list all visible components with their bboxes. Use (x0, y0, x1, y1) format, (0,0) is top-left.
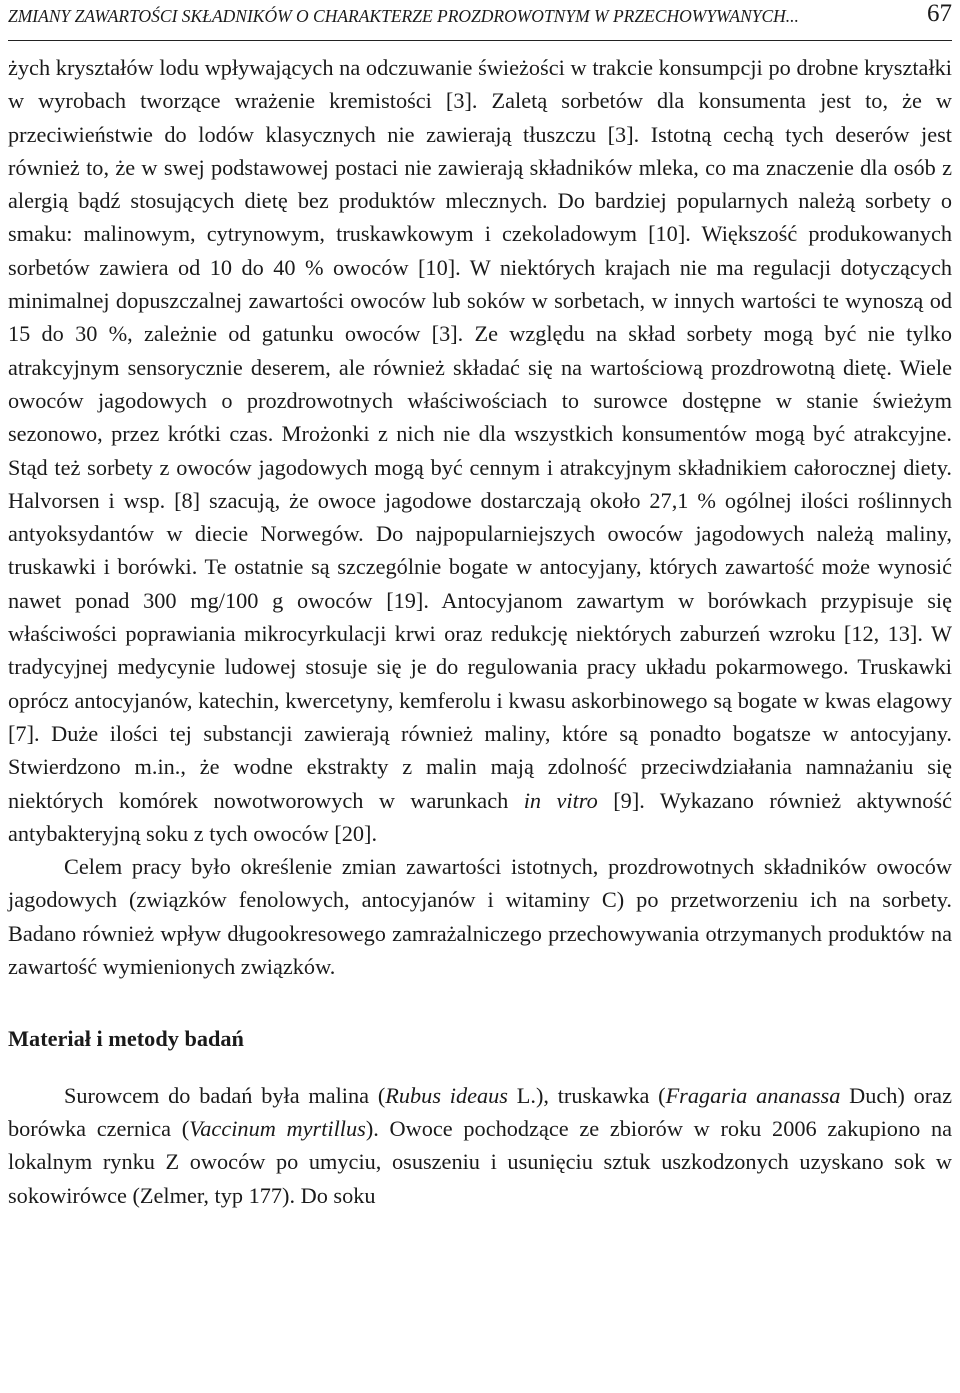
document-page (8, 0, 952, 1212)
running-title: ZMIANY ZAWARTOŚCI SKŁADNIKÓW O CHARAKTERZE PROZDROWOTNYM W PRZECHOWYWANYCH... (8, 6, 799, 26)
page-header (8, 0, 952, 41)
paragraph-2: Celem pracy było określenie zmian zawartości istotnych, prozdrowotnych składników owoców jagodowych (związków fenolowych, antocyjanów i witaminy C) po przetworzeniu ich na sorbety. Badano również wpływ długookresowego zamrażalniczego przechowywania otrzymanych produktów na zawartość wymienionych związków. (8, 854, 952, 980)
p3-text-4: ). Owoce pochodzące ze zbiorów w roku 2006 zakupiono na lokalnym rynku Z owoców po umyciu, osuszeniu i usunięciu sztuk uszkodzonych uzyskano sok w sokowirówce (Zelmer, typ 177). Do soku (8, 1115, 953, 1208)
species-rubus: Rubus ideaus (385, 1082, 508, 1108)
section-heading: Materiał i metody badań (8, 1026, 244, 1052)
species-vaccinium: Vaccinum myrtillus (189, 1115, 366, 1141)
page-number: 67 (927, 0, 952, 27)
paragraph-1 (8, 51, 952, 850)
p3-text-2: L.), truskawka ( (507, 1082, 666, 1108)
paragraph-1-tail: [9]. Wykazano również aktywność antybakteryjną soku z tych owoców [20]. (8, 787, 952, 846)
p3-text-1: Surowcem do badań była malina ( (64, 1082, 386, 1108)
p3-text-3: Duch) oraz borówka czernica ( (8, 1082, 952, 1141)
paragraph-1-text: żych kryształów lodu wpływających na odczuwanie świeżości w trakcie konsumpcji po drobne kryształki w wyrobach tworzące wrażenie kremistości [3]. Zaletą sorbetów dla konsumenta jest to, że w przeciwieństwie do lodów klasycznych nie zawierają tłuszczu [3]. Istotną cechą tych deserów jest również to, że w swej podstawowej postaci nie zawierają składników mleka, co ma znaczenie dla osób z alergią bądź stosujących dietę bez produktów mlecznych. Do bardziej popularnych należą sorbety o smaku: malinowym, cytrynowym, truskawkowym i czekoladowym [10]. Większość produkowanych sorbetów zawiera od 10 do 40 % owoców [10]. W niektórych krajach nie ma regulacji dotyczących minimalnej dopuszczalnej zawartości owoców lub soków w sorbetach, w innych wartości te wynoszą od 15 do 30 %, zależnie od gatunku owoców [3]. Ze względu na skład sorbety mogą być nie tylko atrakcyjnym sensorycznie deserem, ale również składać się na wartościową prozdrowotną dietę. Wiele owoców jagodowych o prozdrowotnych właściwościach to surowce dostępne w stanie świeżym sezonowo, przez krótki czas. Mrożonki z nich nie dla wszystkich konsumentów mogą być atrakcyjne. Stąd też sorbety z owoców jagodowych mogą być cennym i atrakcyjnym składnikiem całorocznej diety. Halvorsen i wsp. [8] szacują, że owoce jagodowe dostarczają około 27,1 % ogólnej ilości roślinnych antyoksydantów w diecie Norwegów. Do najpopularniejszych owoców jagodowych należą maliny, truskawki i borówki. Te ostatnie są szczególnie bogate w antocyjany, których zawartość może wynosić nawet ponad 300 mg/100 g owoców [19]. Antocyjanom zawartym w borówkach przypisuje się właściwości poprawiania mikrocyrkulacji krwi oraz redukcję niektórych zaburzeń wzroku [12, 13]. W tradycyjnej medycynie ludowej stosuje się je do regulowania pracy układu pokarmowego. Truskawki oprócz antocyjanów, katechin, kwercetyny, kemferolu i kwasu askorbinowego są bogate w kwas elagowy [7]. Duże ilości tej substancji zawierają również maliny, które są ponadto bogatsze w antocyjany. Stwierdzono m.in., że wodne ekstrakty z malin mają zdolność przeciwdziałania namnażaniu się niektórych komórek nowotworowych w warunkach (8, 55, 952, 813)
species-fragaria: Fragaria ananassa (665, 1082, 841, 1108)
italic-in-vitro: in vitro (523, 787, 598, 813)
paragraph-3 (8, 1079, 952, 1212)
